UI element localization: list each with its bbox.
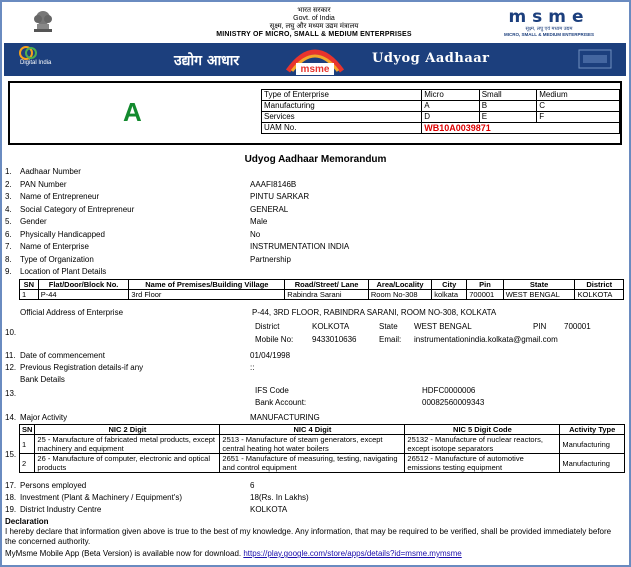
- table-cell: P-44: [38, 290, 129, 300]
- field-label: Aadhaar Number: [20, 167, 81, 176]
- pin-label: PIN: [533, 322, 547, 331]
- field-row: [5, 266, 625, 278]
- table-row: [20, 435, 625, 454]
- table-cell: Medium: [537, 90, 620, 101]
- field-row: [5, 350, 625, 362]
- column-header: SN: [20, 425, 35, 435]
- digital-india-logo: Digital India: [20, 60, 52, 66]
- table-cell: Small: [479, 90, 537, 101]
- msme-logo-hindi: सूक्ष्म, लघु एवं मध्यम उद्यम: [525, 26, 573, 32]
- column-header: NIC 2 Digit: [35, 425, 220, 435]
- column-header: Area/Locality: [368, 280, 431, 290]
- msme-logo: [484, 9, 614, 39]
- email-label: Email:: [379, 335, 402, 344]
- msme-badge-text: msme: [300, 64, 330, 75]
- field-value: Partnership: [250, 254, 291, 264]
- state-label: State: [379, 322, 398, 331]
- state-value: WEST BENGAL: [414, 322, 472, 331]
- government-heading: [144, 7, 484, 39]
- table-cell: 2: [20, 454, 35, 473]
- mobile-label: Mobile No:: [255, 335, 294, 344]
- address-line: P-44, 3RD FLOOR, RABINDRA SARANI, ROOM NO-308, KOLKATA: [252, 308, 497, 317]
- account-label: Bank Account:: [255, 398, 307, 407]
- table-cell: A: [422, 101, 479, 112]
- table-row: [262, 112, 620, 123]
- app-download-link[interactable]: https://play.google.com/store/apps/details?id=msme.mymsme: [243, 549, 462, 558]
- national-emblem-icon: [30, 7, 56, 37]
- app-download-row: [5, 548, 462, 559]
- field-label: Investment (Plant & Machinery / Equipment's): [20, 493, 183, 502]
- enterprise-category-box: [8, 81, 622, 145]
- field-number: 9.: [5, 267, 12, 276]
- field-number: 17.: [5, 481, 17, 490]
- table-cell: Services: [262, 112, 422, 123]
- ifs-label: IFS Code: [255, 386, 289, 395]
- field-value: 6: [250, 481, 255, 490]
- table-cell: 1: [20, 290, 39, 300]
- field-value: No: [250, 229, 261, 239]
- header: [4, 4, 626, 42]
- field-row: [5, 492, 625, 504]
- field-number: 15.: [5, 450, 17, 459]
- category-letter: A: [123, 97, 142, 127]
- table-cell: Rabindra Sarani: [285, 290, 369, 300]
- field-label: Physically Handicapped: [20, 229, 105, 239]
- field-row: [5, 254, 625, 266]
- field-number: 10.: [5, 328, 17, 337]
- field-label: PAN Number: [20, 179, 67, 189]
- field-value: 01/04/1998: [250, 351, 291, 360]
- app-download-text: MyMsme Mobile App (Beta Version) is available now for download.: [5, 549, 242, 558]
- banner-english-title: Udyog Aadhaar: [372, 51, 490, 66]
- banner-hindi-title: उद्योग आधार: [174, 53, 240, 69]
- field-number: 1.: [5, 167, 12, 176]
- field-number: 4.: [5, 204, 12, 214]
- field-number: 13.: [5, 389, 17, 398]
- field-number: 11.: [5, 351, 16, 360]
- field-number: 3.: [5, 192, 12, 201]
- column-header: State: [503, 280, 575, 290]
- plant-location-table: [19, 279, 624, 300]
- table-cell: F: [537, 112, 620, 123]
- field-number: 8.: [5, 254, 12, 264]
- field-row: [5, 216, 625, 228]
- nic-code-table: [19, 424, 625, 473]
- table-cell: 700001: [467, 290, 504, 300]
- field-number: 5.: [5, 217, 12, 226]
- account-value: 00082560009343: [422, 398, 485, 407]
- table-cell: Manufacturing: [262, 101, 422, 112]
- msme-logo-sub: MICRO, SMALL & MEDIUM ENTERPRISES: [504, 32, 594, 37]
- ifs-value: HDFC0000006: [422, 386, 476, 395]
- table-cell: Manufacturing: [560, 435, 625, 454]
- uam-label: UAM No.: [262, 123, 422, 134]
- field-row: [5, 191, 625, 203]
- column-header: Name of Premises/Building Village: [129, 280, 285, 290]
- field-label: Date of commencement: [20, 351, 105, 360]
- field-label: Location of Plant Details: [20, 267, 107, 276]
- field-value: AAAFI8146B: [250, 179, 297, 189]
- table-cell: 25132 - Manufacture of nuclear reactors, except isotope separators: [405, 435, 560, 454]
- table-cell: B: [479, 101, 537, 112]
- field-label: Official Address of Enterprise: [20, 308, 124, 317]
- field-label: Persons employed: [20, 481, 87, 490]
- table-cell: 2513 - Manufacture of steam generators, except central heating hot water boilers: [220, 435, 405, 454]
- field-label: Type of Organization: [20, 254, 94, 264]
- table-cell: WEST BENGAL: [503, 290, 575, 300]
- district-value: KOLKOTA: [312, 322, 350, 331]
- column-header: Road/Street/ Lane: [285, 280, 369, 290]
- column-header: Activity Type: [560, 425, 625, 435]
- field-row: [5, 241, 625, 253]
- table-row: [262, 90, 620, 101]
- column-header: NIC 4 Digit: [220, 425, 405, 435]
- table-cell: Micro: [422, 90, 479, 101]
- field-number: 7.: [5, 242, 12, 251]
- field-label: Major Activity: [20, 413, 68, 422]
- field-row: [5, 504, 625, 516]
- column-header: Pin: [467, 280, 504, 290]
- table-cell: kolkata: [432, 290, 467, 300]
- table-header-row: [20, 425, 625, 435]
- field-label: Name of Enterprise: [20, 242, 89, 251]
- field-number: 19.: [5, 505, 17, 514]
- field-value: INSTRUMENTATION INDIA: [250, 242, 350, 251]
- msme-watermark-icon: [578, 49, 612, 69]
- document-title: Udyog Aadhaar Memorandum: [244, 154, 387, 165]
- field-value: ::: [250, 363, 255, 372]
- table-row: [20, 290, 624, 300]
- table-row: [262, 123, 620, 134]
- field-label: Bank Details: [20, 375, 65, 384]
- gov-english: Govt. of India: [293, 15, 335, 22]
- contact-row: [5, 334, 625, 346]
- column-header: NIC 5 Digit Code: [405, 425, 560, 435]
- column-header: SN: [20, 280, 39, 290]
- table-cell: D: [422, 112, 479, 123]
- table-cell: 1: [20, 435, 35, 454]
- field-label: Social Category of Entrepreneur: [20, 204, 135, 214]
- table-cell: 25 - Manufacture of fabricated metal products, except machinery and equipment: [35, 435, 220, 454]
- declaration-text: I hereby declare that information given above is true to the best of my knowledge. Any information, that may be required to be verified, shall be provided immediately before the concerned authority.: [5, 527, 612, 546]
- field-value: Male: [250, 217, 268, 226]
- field-row: [5, 179, 625, 191]
- column-header: Flat/Door/Block No.: [38, 280, 129, 290]
- field-label: Name of Entrepreneur: [20, 192, 100, 201]
- field-label: District Industry Centre: [20, 505, 102, 514]
- field-number: 12.: [5, 363, 17, 372]
- digital-india-icon: [18, 46, 40, 60]
- enterprise-type-table: [261, 89, 620, 134]
- msme-logo-text: msme: [508, 7, 590, 27]
- udyog-aadhaar-banner: [4, 43, 626, 76]
- table-cell: E: [479, 112, 537, 123]
- field-row: [5, 412, 625, 424]
- ministry-english: MINISTRY OF MICRO, SMALL & MEDIUM ENTERPRISES: [216, 31, 412, 38]
- field-number: 6.: [5, 229, 12, 239]
- field-number: 14.: [5, 413, 17, 422]
- column-header: City: [432, 280, 467, 290]
- official-address-row: [5, 321, 625, 337]
- field-value: GENERAL: [250, 204, 289, 214]
- table-row: [20, 454, 625, 473]
- email-value: instrumentationindia.kolkata@gmail.com: [414, 335, 558, 344]
- field-value: PINTU SARKAR: [250, 192, 310, 201]
- field-label: Gender: [20, 217, 47, 226]
- table-cell: 3rd Floor: [129, 290, 285, 300]
- table-cell: KOLKOTA: [575, 290, 624, 300]
- table-cell: Type of Enterprise: [262, 90, 422, 101]
- field-value: KOLKOTA: [250, 505, 288, 514]
- district-label: District: [255, 322, 280, 331]
- table-cell: 2651 - Manufacture of measuring, testing, navigating and control equipment: [220, 454, 405, 473]
- table-cell: 26 - Manufacture of computer, electronic and optical products: [35, 454, 220, 473]
- field-row: [5, 229, 625, 241]
- table-cell: Manufacturing: [560, 454, 625, 473]
- table-cell: 26512 - Manufacture of automotive emissions testing equipment: [405, 454, 560, 473]
- field-number: 18.: [5, 493, 17, 502]
- gov-hindi: भारत सरकार: [297, 7, 331, 14]
- table-cell: Room No-308: [368, 290, 431, 300]
- pin-value: 700001: [564, 322, 591, 331]
- field-row: [5, 362, 625, 374]
- field-number: 2.: [5, 179, 12, 189]
- field-label: Previous Registration details-if any: [20, 363, 144, 372]
- official-address-label-row: [5, 307, 625, 319]
- account-row: [5, 397, 625, 409]
- uam-number: WB10A0039871: [422, 123, 620, 134]
- field-value: MANUFACTURING: [250, 413, 320, 422]
- ministry-hindi: सूक्ष्म, लघु और मध्यम उद्यम मंत्रालय: [269, 23, 359, 30]
- field-value: 18(Rs. In Lakhs): [250, 493, 309, 502]
- field-row: [5, 480, 625, 492]
- table-row: [262, 101, 620, 112]
- declaration-title: Declaration: [5, 517, 49, 526]
- table-header-row: [20, 280, 624, 290]
- column-header: District: [575, 280, 624, 290]
- field-row: [5, 166, 625, 178]
- mobile-value: 9433010636: [312, 335, 357, 344]
- field-row: [5, 204, 625, 216]
- table-cell: C: [537, 101, 620, 112]
